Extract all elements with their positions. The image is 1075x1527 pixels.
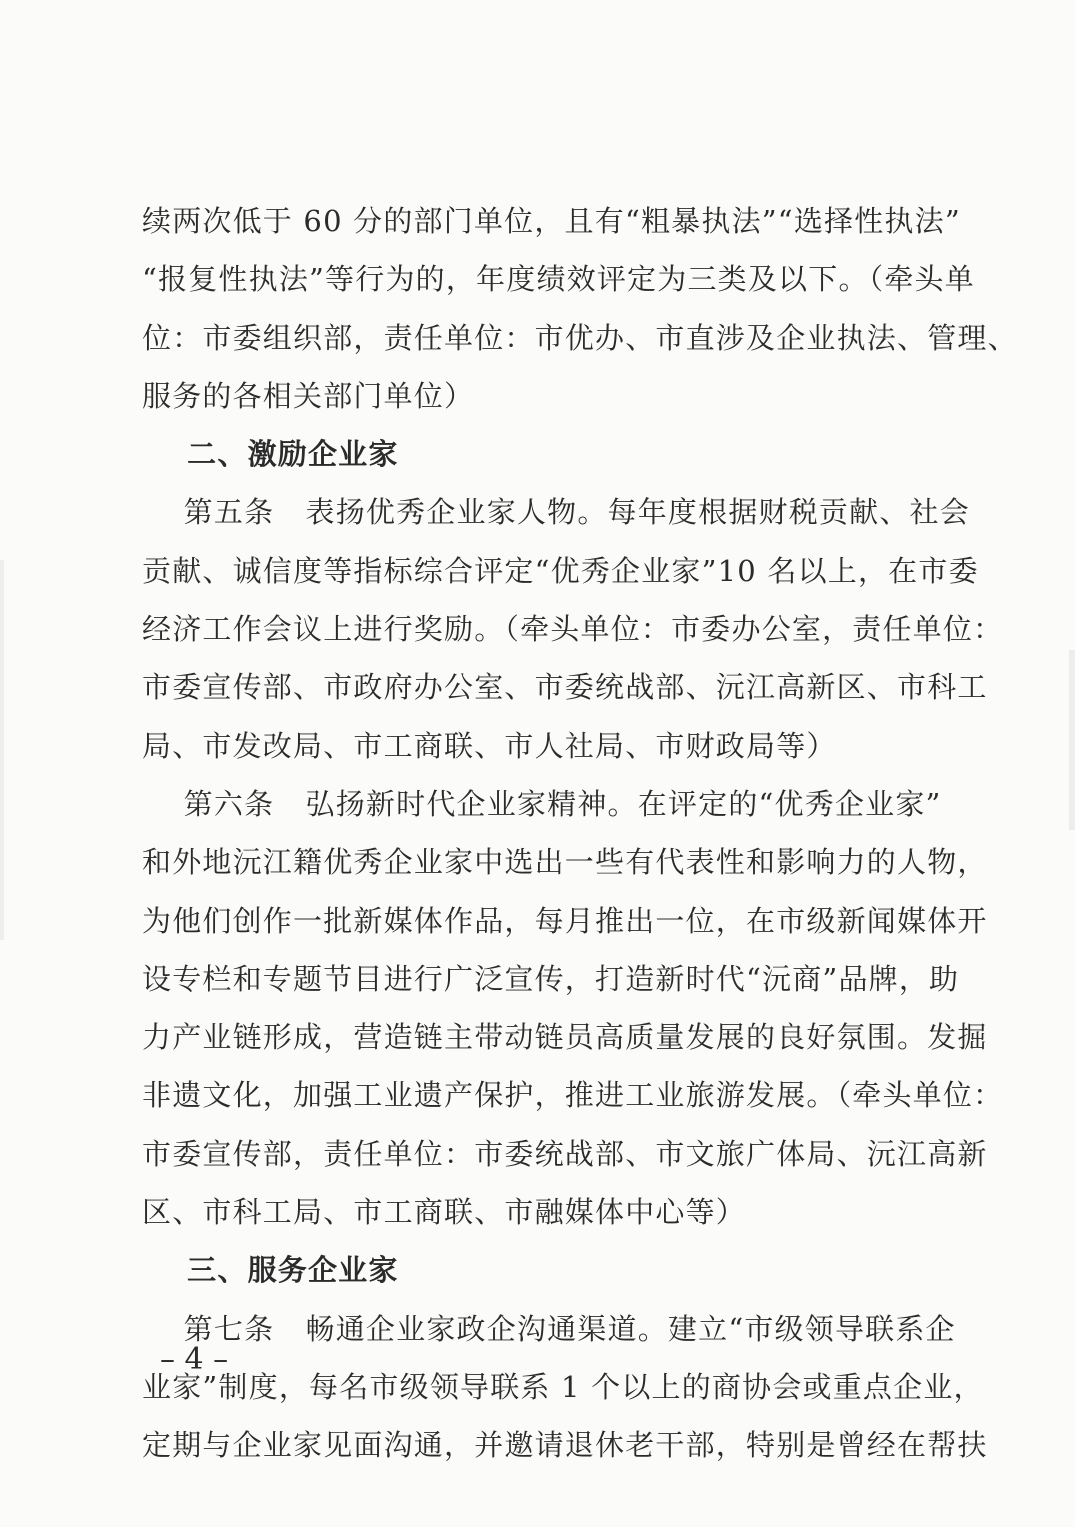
text-line: 为他们创作一批新媒体作品，每月推出一位，在市级新闻媒体开 bbox=[142, 903, 988, 938]
text-line: 力产业链形成，营造链主带动链员高质量发展的良好氛围。发掘 bbox=[142, 1020, 988, 1055]
text-line: 非遗文化，加强工业遗产保护，推进工业旅游发展。（牵头单位： bbox=[142, 1078, 1004, 1113]
text-line: 局、市发改局、市工商联、市人社局、市财政局等） bbox=[142, 728, 837, 763]
text-line: 业家”制度，每名市级领导联系 1 个以上的商协会或重点企业， bbox=[142, 1369, 984, 1404]
text-line: 贡献、诚信度等指标综合评定“优秀企业家”10 名以上，在市委 bbox=[142, 553, 979, 588]
text-line: 第五条 表扬优秀企业家人物。每年度根据财税贡献、社会 bbox=[142, 495, 970, 530]
scan-shadow-right bbox=[1069, 650, 1075, 830]
text-line: 设专栏和专题节目进行广泛宣传，打造新时代“沅商”品牌，助 bbox=[142, 961, 960, 996]
text-line: 市委宣传部，责任单位：市委统战部、市文旅广体局、沅江高新 bbox=[142, 1136, 988, 1171]
text-line: 服务的各相关部门单位） bbox=[142, 378, 475, 413]
section-heading: 三、服务企业家 bbox=[142, 1253, 399, 1288]
text-line: 续两次低于 60 分的部门单位，且有“粗暴执法”“选择性执法” bbox=[142, 204, 961, 238]
scan-shadow-left bbox=[0, 560, 4, 940]
text-line: 区、市科工局、市工商联、市融媒体中心等） bbox=[142, 1195, 747, 1230]
body-text bbox=[142, 192, 1018, 1475]
section-heading: 二、激励企业家 bbox=[142, 437, 399, 472]
text-line: 经济工作会议上进行奖励。（牵头单位：市委办公室，责任单位： bbox=[142, 612, 1004, 647]
text-line: 定期与企业家见面沟通，并邀请退休老干部，特别是曾经在帮扶 bbox=[142, 1428, 988, 1463]
page-number: – 4 – bbox=[160, 1342, 229, 1377]
text-line: 第七条 畅通企业家政企沟通渠道。建立“市级领导联系企 bbox=[142, 1311, 956, 1346]
text-line: 位：市委组织部，责任单位：市优办、市直涉及企业执法、管理、 bbox=[142, 320, 1018, 355]
text-line: “报复性执法”等行为的，年度绩效评定为三类及以下。（牵头单 bbox=[142, 262, 975, 297]
text-line: 和外地沅江籍优秀企业家中选出一些有代表性和影响力的人物， bbox=[142, 845, 988, 880]
text-line: 市委宣传部、市政府办公室、市委统战部、沅江高新区、市科工 bbox=[142, 670, 988, 705]
text-line: 第六条 弘扬新时代企业家精神。在评定的“优秀企业家” bbox=[142, 786, 942, 821]
